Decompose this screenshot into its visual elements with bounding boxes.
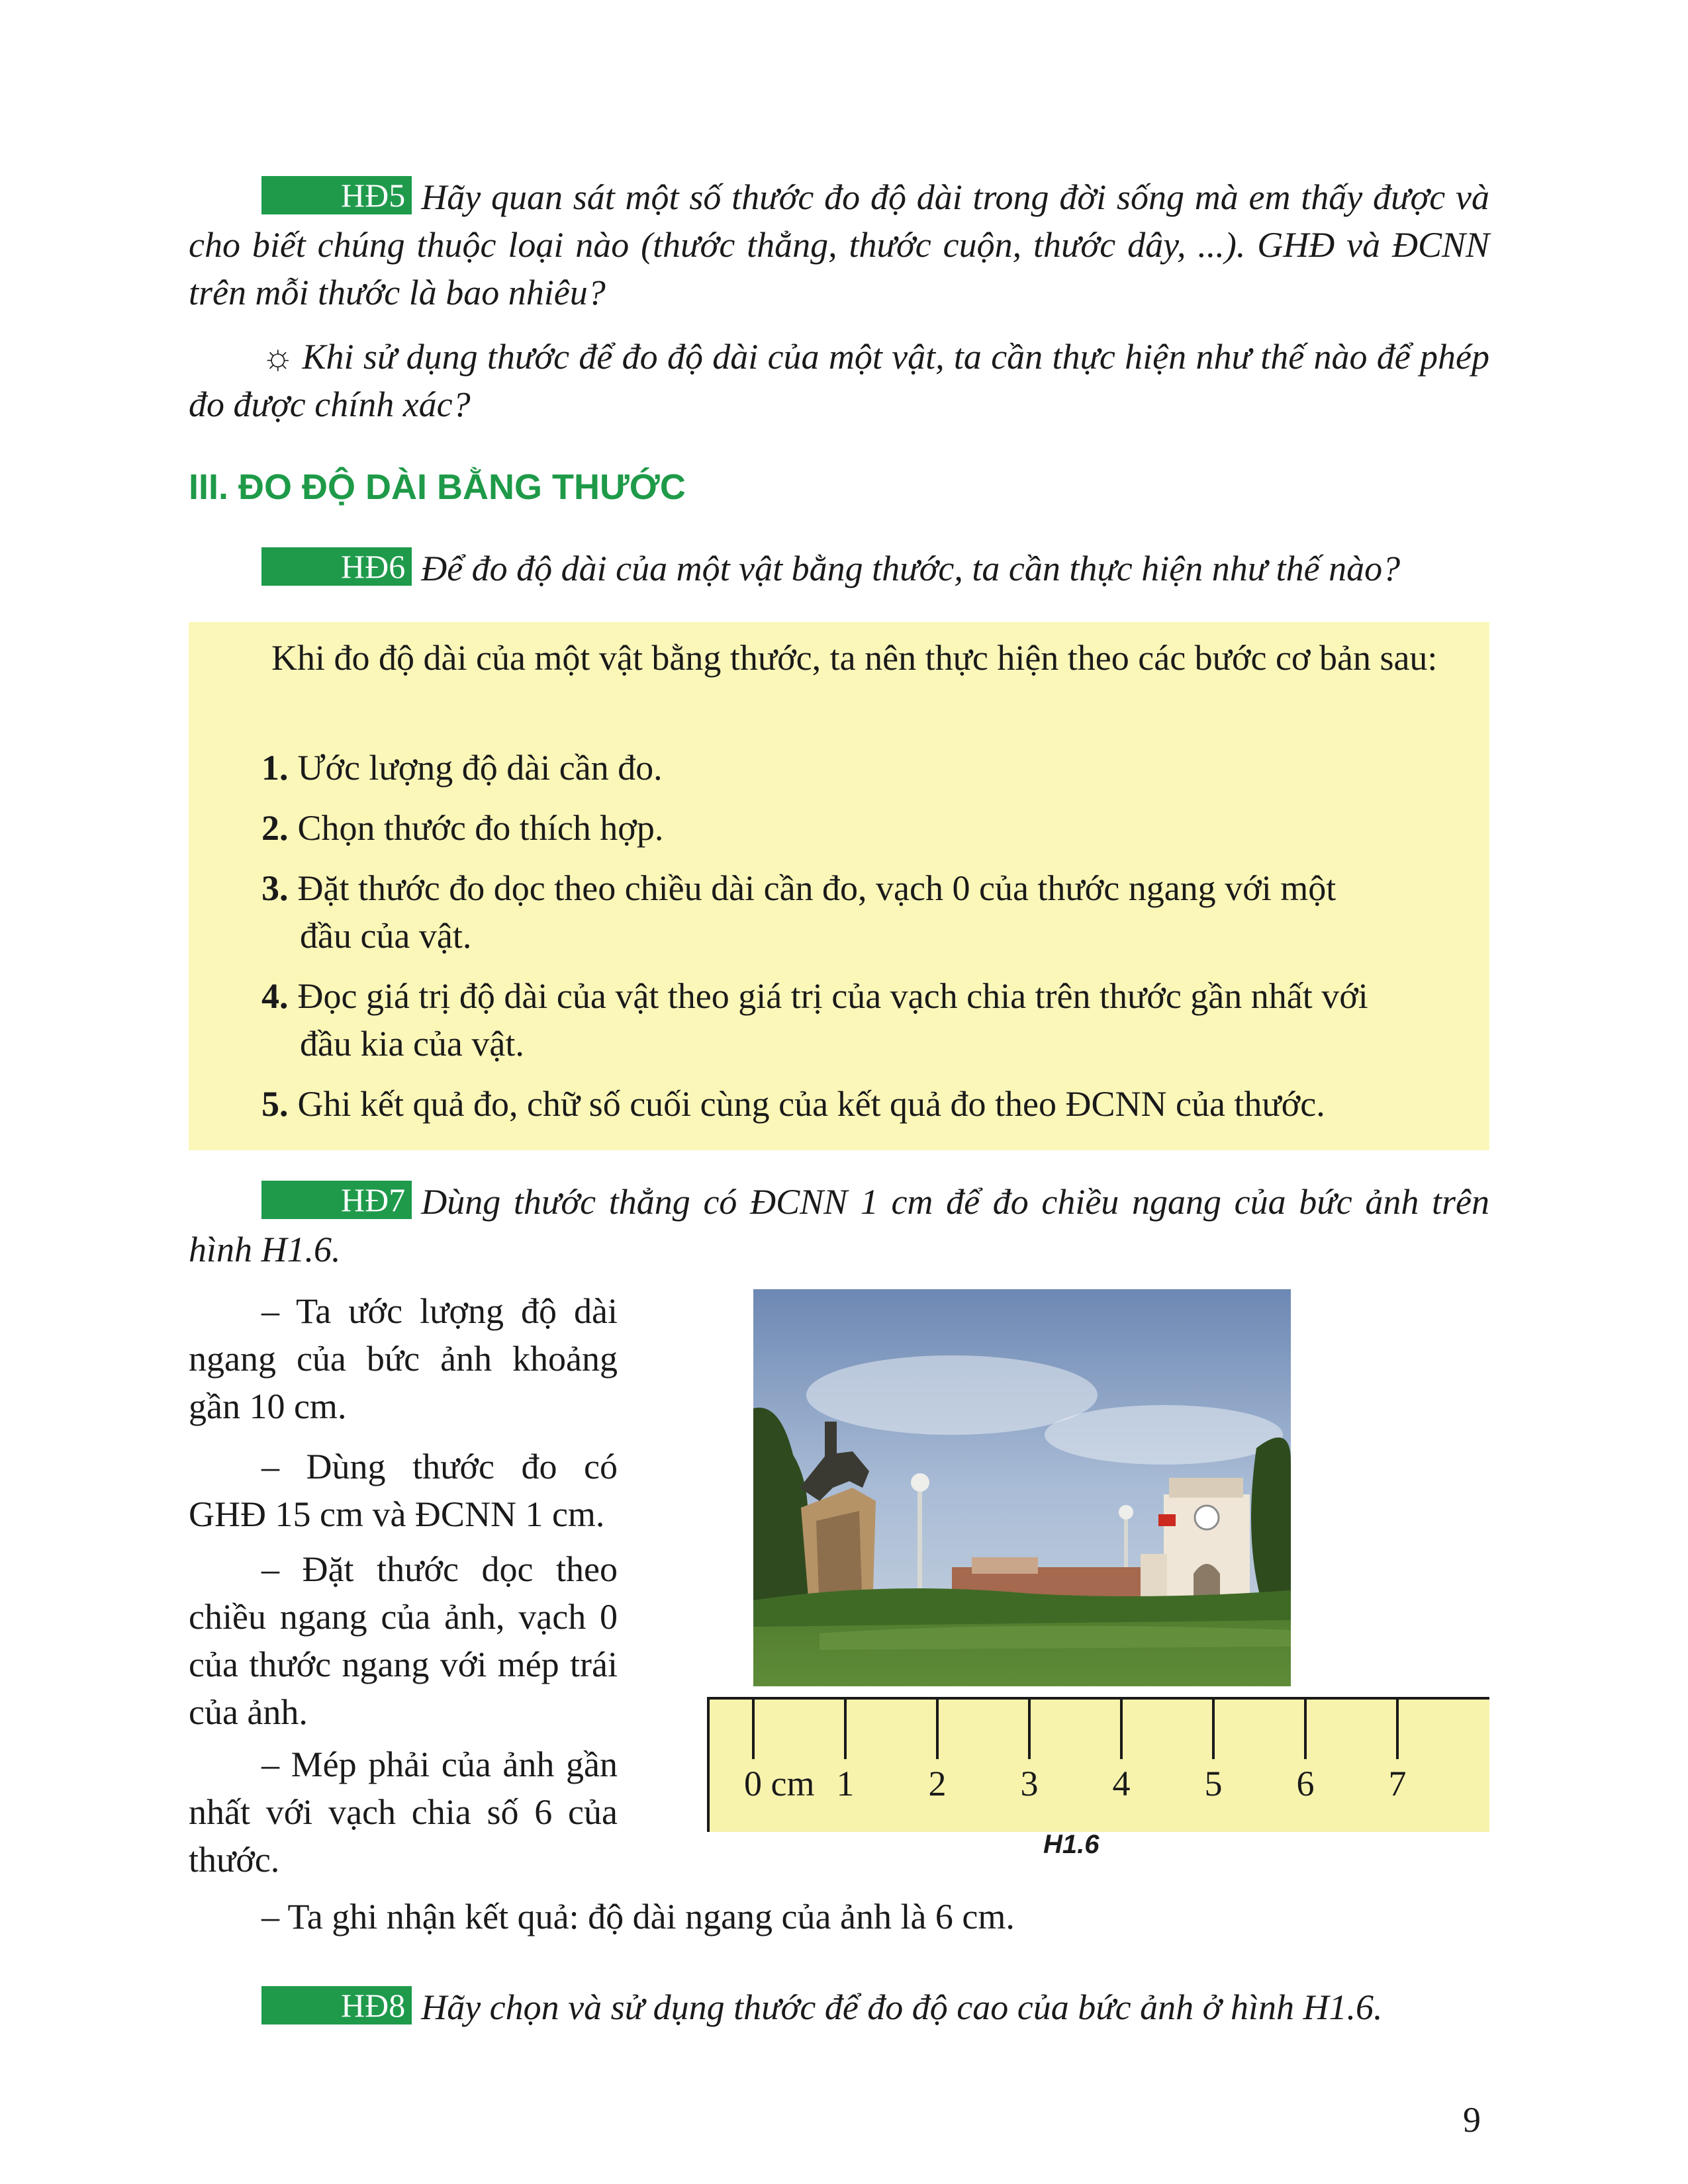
step-text: Ước lượng độ dài cần đo. — [297, 748, 663, 788]
step-text: Đọc giá trị độ dài của vật theo giá trị của vạch chia trên thước gần nhất với — [297, 976, 1368, 1016]
section-heading: III. ĐO ĐỘ DÀI BẰNG THƯỚC — [189, 467, 686, 507]
step-number: 2. — [261, 808, 289, 848]
example-result: – Ta ghi nhận kết quả: độ dài ngang của ảnh là 6 cm. — [261, 1897, 1015, 1936]
step-text-continued: đầu kia của vật. — [300, 1024, 524, 1064]
ruler-tick-label: 7 — [1388, 1764, 1407, 1803]
example-step-2: – Dùng thước đo có GHĐ 15 cm và ĐCNN 1 cm. — [189, 1447, 618, 1534]
procedure-step — [261, 864, 1479, 960]
sun-icon: ☼ — [261, 337, 295, 377]
hd8-paragraph — [189, 1983, 1489, 2031]
example-step-1: – Ta ước lượng độ dài ngang của bức ảnh khoảng gần 10 cm. — [189, 1291, 618, 1426]
example-step-4: – Mép phải của ảnh gần nhất với vạch chia số 6 của thước. — [189, 1745, 618, 1880]
step-text: Chọn thước đo thích hợp. — [297, 808, 664, 848]
hd6-paragraph — [189, 545, 1489, 592]
ruler — [707, 1686, 1489, 1832]
step-number: 1. — [261, 748, 289, 788]
step-number: 5. — [261, 1084, 289, 1124]
ruler-tick-label: 2 — [928, 1764, 947, 1803]
ruler-tick-label: 1 — [836, 1764, 855, 1803]
step-text: Ghi kết quả đo, chữ số cuối cùng của kết quả đo theo ĐCNN của thước. — [297, 1084, 1325, 1124]
step-number: 3. — [261, 868, 289, 908]
procedure-intro: Khi đo độ dài của một vật bằng thước, ta nên thực hiện theo các bước cơ bản sau: — [271, 638, 1438, 678]
hd6-tag: HĐ6 — [261, 547, 412, 586]
hd7-paragraph — [189, 1178, 1489, 1273]
example-step-3: – Đặt thước dọc theo chiều ngang của ảnh, vạch 0 của thước ngang với mép trái của ảnh. — [189, 1549, 618, 1732]
hd8-text: Hãy chọn và sử dụng thước để đo độ cao của bức ảnh ở hình H1.6. — [421, 1987, 1383, 2027]
question-paragraph — [189, 333, 1489, 428]
ruler-tick-label: 3 — [1020, 1764, 1039, 1803]
ruler-body — [707, 1698, 1489, 1832]
hd7-tag: HĐ7 — [261, 1181, 412, 1219]
figure-caption: H1.6 — [1043, 1830, 1100, 1859]
ruler-tick-label: 4 — [1112, 1764, 1131, 1803]
page-number: 9 — [1463, 2100, 1481, 2140]
step-text: Đặt thước đo dọc theo chiều dài cần đo, vạch 0 của thước ngang với một — [297, 868, 1336, 908]
ruler-tick-label: 6 — [1296, 1764, 1315, 1803]
question-text: Khi sử dụng thước để đo độ dài của một vật, ta cần thực hiện như thế nào để phép đo được chính xác? — [189, 337, 1489, 424]
step-number: 4. — [261, 976, 289, 1016]
step-text-continued: đầu của vật. — [300, 916, 472, 956]
market-photo — [753, 1289, 1291, 1686]
procedure-step — [261, 744, 1479, 792]
hd5-paragraph — [189, 173, 1489, 316]
hd5-text: Hãy quan sát một số thước đo độ dài trong đời sống mà em thấy được và cho biết chúng thuộc loại nào (thước thẳng, thước cuộn, thước dây, ...). GHĐ và ĐCNN trên mỗi thước là bao nhiêu? — [189, 177, 1489, 312]
procedure-step — [261, 804, 1479, 852]
hd5-tag: HĐ5 — [261, 176, 412, 214]
procedure-step — [261, 972, 1479, 1068]
ruler-tick-label: 5 — [1204, 1764, 1223, 1803]
hd6-text: Để đo độ dài của một vật bằng thước, ta cần thực hiện như thế nào? — [421, 549, 1401, 588]
procedure-step — [261, 1080, 1479, 1128]
hd8-tag: HĐ8 — [261, 1986, 412, 2025]
ruler-tick-label: 0 cm — [744, 1764, 815, 1803]
hd7-text: Dùng thước thẳng có ĐCNN 1 cm để đo chiều ngang của bức ảnh trên hình H1.6. — [189, 1182, 1489, 1269]
